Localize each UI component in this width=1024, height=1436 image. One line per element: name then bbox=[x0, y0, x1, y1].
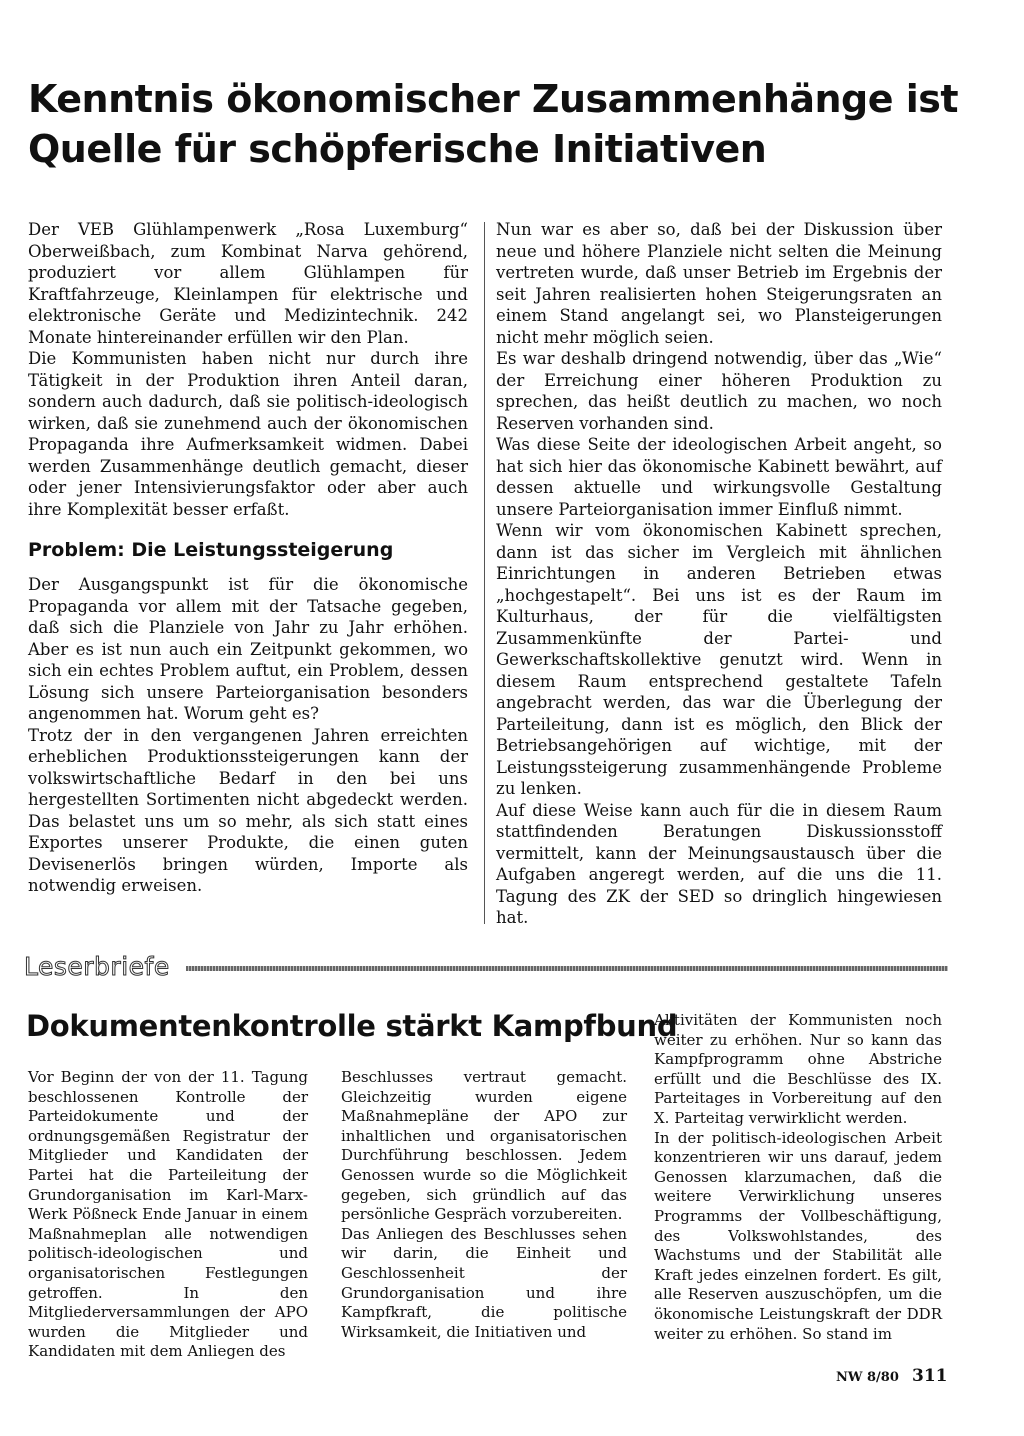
letter-column-3 bbox=[654, 1011, 942, 1344]
letter-paragraph: In der politisch-ideologischen Arbeit konzentrieren wir uns darauf, jedem Genossen klarzumachen, daß die weitere Verwirklichung unseres Programms der Vollbeschäftigung, des Volkswohlstandes, des Wachstums und der Stabilität alle Kraft jedes einzelnen fordert. Es gilt, alle Reserven auszuschöpfen, um die ökonomische Leistungskraft der DDR weiter zu erhöhen. So stand im bbox=[654, 1128, 942, 1343]
letter-paragraph: Vor Beginn der von der 11. Tagung beschlossenen Kontrolle der Parteidokumente und der ordnungsgemäßen Registratur der Mitglieder und Kandidaten der Partei hat die Parteileitung der Grundorganisation im Karl-Marx-Werk Pößneck Ende Januar in einem Maßnahmeplan alle notwendigen politisch-ideologischen und organisatorischen Festlegungen getroffen. In den Mitgliederversammlungen der APO wurden die Mitglieder und Kandidaten mit dem Anliegen des bbox=[28, 1068, 308, 1361]
article-paragraph: Es war deshalb dringend notwendig, über das „Wie“ der Erreichung einer höheren Produktion zu sprechen, das heißt deutlich zu machen, wo noch Reserven vorhanden sind. bbox=[496, 349, 942, 433]
article-paragraph: Nun war es aber so, daß bei der Diskussion über neue und höhere Planziele nicht selten die Meinung vertreten wurde, daß unser Betrieb im Ergebnis der seit Jahren realisierten hohen Steigerungsraten an einem Stand angelangt sei, wo Plansteigerungen nicht mehr möglich seien. bbox=[496, 220, 942, 347]
letter-headline: Dokumentenkontrolle stärkt Kampfbund bbox=[26, 1009, 678, 1043]
letter-paragraph: Aktivitäten der Kommunisten noch weiter zu erhöhen. Nur so kann das Kampfprogramm ohne Abstriche erfüllt und die Beschlüsse des IX. Parteitages in Vorbereitung auf den X. Parteitag verwirklicht werden. bbox=[654, 1011, 942, 1127]
page-number: 311 bbox=[912, 1366, 948, 1386]
article-headline: Kenntnis ökonomischer Zusammenhänge ist Quelle für schöpferische Initiativen bbox=[28, 77, 959, 171]
letter-column-1 bbox=[28, 1068, 308, 1362]
article-subheading: Problem: Die Leistungssteigerung bbox=[28, 539, 394, 561]
article-paragraph: Die Kommunisten haben nicht nur durch ihre Tätigkeit in der Produktion ihren Anteil daran, sondern auch dadurch, daß sie politisch-ideologisch wirken, daß sie zunehmend auch der ökonomischen Propaganda ihre Aufmerksamkeit widmen. Dabei werden Zusammenhänge deutlich gemacht, dieser oder jener Intensivierungsfaktor oder aber auch ihre Komplexität besser erfaßt. bbox=[28, 349, 468, 519]
letter-column-2 bbox=[341, 1068, 627, 1342]
section-rule bbox=[186, 966, 948, 971]
article-column-1 bbox=[28, 219, 468, 897]
article-paragraph: Was diese Seite der ideologischen Arbeit angeht, so hat sich hier das ökonomische Kabinett bewährt, auf dessen aktuelle und wirkungsvolle Gestaltung unsere Parteiorganisation immer Einfluß nimmt. bbox=[496, 435, 942, 519]
letter-paragraph: Beschlusses vertraut gemacht. Gleichzeitig wurden eigene Maßnahmepläne der APO zur inhaltlichen und organisatorischen Durchführung beschlossen. Jedem Genossen wurde so die Möglichkeit gegeben, sich gründlich auf das persönliche Gespräch vorzubereiten. bbox=[341, 1068, 627, 1224]
article-column-2 bbox=[496, 219, 942, 929]
issue-number: NW 8/80 bbox=[836, 1370, 899, 1385]
article-paragraph: Auf diese Weise kann auch für die in diesem Raum stattfindenden Beratungen Diskussionsstoff vermittelt, kann der Meinungsaustausch über die Aufgaben angeregt werden, auf die uns die 11. Tagung des ZK der SED so dringlich hingewiesen hat. bbox=[496, 800, 942, 927]
column-divider bbox=[484, 222, 485, 924]
article-paragraph: Der VEB Glühlampenwerk „Rosa Luxemburg“ Oberweißbach, zum Kombinat Narva gehörend, produziert vor allem Glühlampen für Kraftfahrzeuge, Kleinlampen für elektrische und elektronische Geräte und Medizintechnik. 242 Monate hintereinander erfüllen wir den Plan. bbox=[28, 220, 468, 347]
article-paragraph: Wenn wir vom ökonomischen Kabinett sprechen, dann ist das sicher im Vergleich mit ähnlichen Einrichtungen in anderen Betrieben etwas „hochgestapelt“. Bei uns ist es der Raum im Kulturhaus, der für die vielfältigsten Zusammenkünfte der Partei- und Gewerkschaftskollektive genutzt wird. Wenn in diesem Raum entsprechend gestaltete Tafeln angebracht werden, das war die Überlegung der Parteileitung, dann ist es möglich, den Blick der Betriebsangehörigen auf wichtige, mit der Leistungssteigerung zusammenhängende Probleme zu lenken. bbox=[496, 521, 942, 798]
article-paragraph: Der Ausgangspunkt ist für die ökonomische Propaganda vor allem mit der Tatsache gegeben, daß sich die Planziele von Jahr zu Jahr erhöhen. Aber es ist nun auch ein Zeitpunkt gekommen, wo sich ein echtes Problem auftut, ein Problem, dessen Lösung sich unsere Parteiorganisation besonders angenommen hat. Worum geht es? bbox=[28, 575, 468, 723]
letter-paragraph: Das Anliegen des Beschlusses sehen wir darin, die Einheit und Geschlossenheit der Grundorganisation und ihre Kampfkraft, die politische Wirksamkeit, die Initiativen und bbox=[341, 1224, 627, 1341]
section-label: Leserbriefe bbox=[24, 952, 170, 981]
article-paragraph: Trotz der in den vergangenen Jahren erreichten erheblichen Produktionssteigerungen kann der volkswirtschaftliche Bedarf in den bei uns hergestellten Sortimenten nicht abgedeckt werden. Das belastet uns um so mehr, als sich statt eines Exportes unserer Produkte, die einen guten Devisenerlös bringen würden, Importe als notwendig erweisen. bbox=[28, 725, 468, 895]
